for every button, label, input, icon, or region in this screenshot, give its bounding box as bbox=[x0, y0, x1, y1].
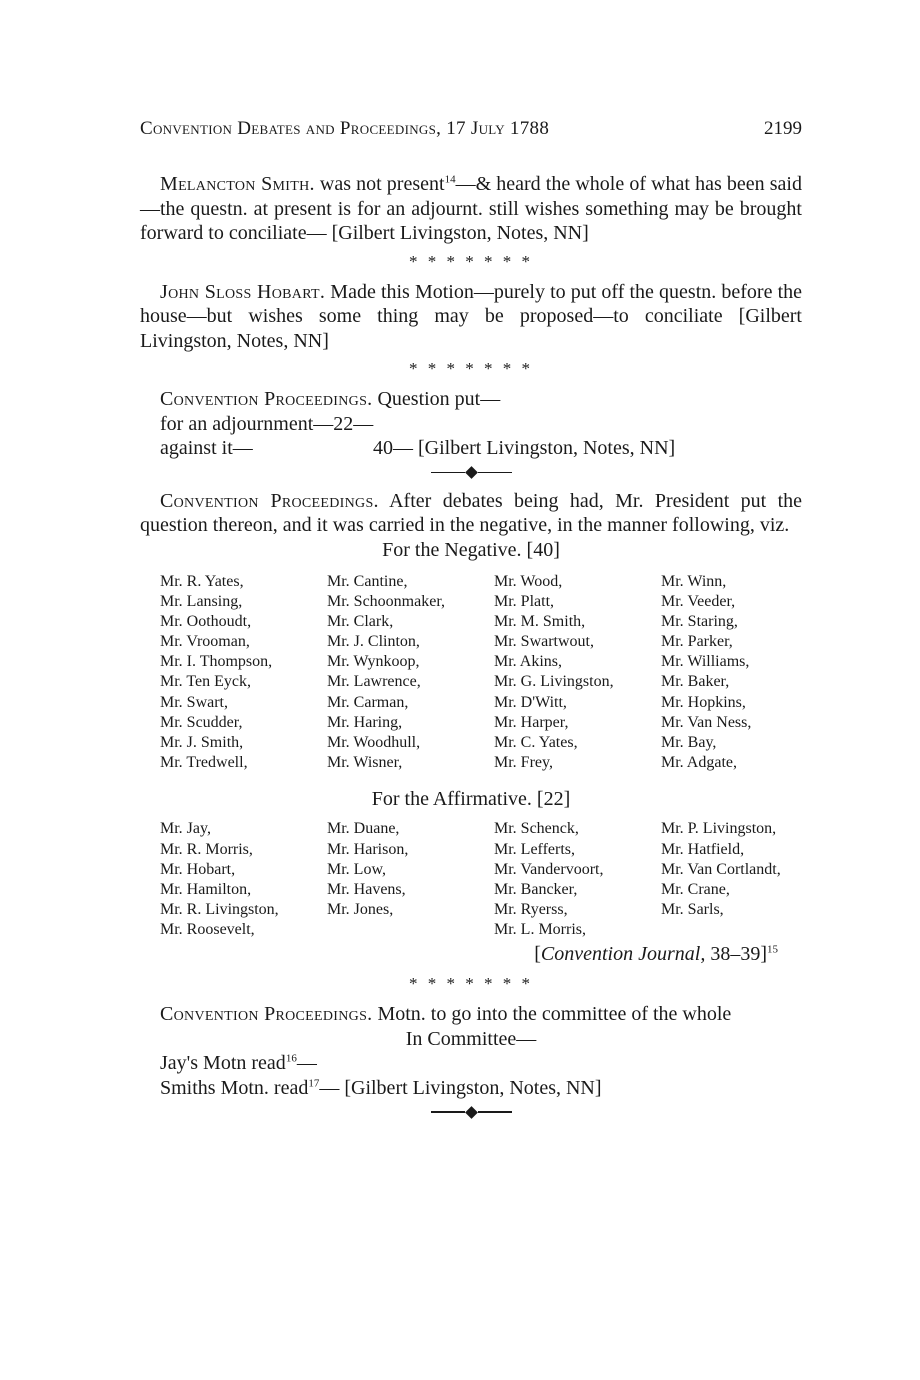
member-name: Mr. Jones, bbox=[327, 900, 394, 918]
adjournment-against-line bbox=[160, 436, 802, 461]
member-name: Mr. Parker, bbox=[661, 633, 733, 651]
member-name: Mr. G. Livingston, bbox=[494, 673, 614, 691]
member-name: Mr. Akins, bbox=[494, 653, 563, 671]
section-separator: * * * * * * * bbox=[409, 974, 533, 993]
member-name: Mr. R. Morris, bbox=[160, 840, 253, 858]
motion-line-text: Jay's Motn read bbox=[160, 1052, 286, 1074]
divider-bar bbox=[478, 1111, 512, 1113]
divider-diamond-icon bbox=[465, 1106, 478, 1119]
member-name: Mr. Hopkins, bbox=[661, 693, 746, 711]
journal-title: Convention Journal, bbox=[540, 943, 706, 965]
member-name: Mr. Wood, bbox=[494, 573, 563, 590]
proceedings-label: Convention Proceedings. bbox=[160, 1003, 373, 1025]
hobart-remarks bbox=[140, 280, 802, 354]
member-name: Mr. Hobart, bbox=[160, 860, 236, 878]
member-name: Mr. Duane, bbox=[327, 820, 400, 838]
section-separator: * * * * * * * bbox=[409, 251, 533, 271]
citation-bracket: [ bbox=[534, 943, 541, 965]
member-name: Mr. P. Livingston, bbox=[661, 820, 777, 838]
footnote-ref: 15 bbox=[767, 943, 778, 956]
negative-heading: For the Negative. [40] bbox=[382, 538, 560, 561]
member-name: Mr. Harison, bbox=[327, 840, 409, 858]
member-name: Mr. Swart, bbox=[160, 693, 228, 711]
member-name: Mr. Ryerss, bbox=[494, 900, 568, 918]
smith-motion-line bbox=[160, 1076, 802, 1101]
member-name: Mr. Sarls, bbox=[661, 900, 724, 918]
divider-bar bbox=[478, 472, 512, 474]
member-name: Mr. Van Ness, bbox=[661, 713, 752, 731]
question-line bbox=[160, 387, 802, 412]
member-name: Mr. Platt, bbox=[494, 593, 555, 611]
divider-bar bbox=[431, 1111, 465, 1113]
member-name: Mr. Swartwout, bbox=[494, 633, 594, 651]
speaker-name: Melancton Smith. bbox=[160, 173, 315, 195]
member-name: Mr. Vrooman, bbox=[160, 633, 250, 651]
question-put-block bbox=[140, 387, 802, 461]
member-name: Mr. Tredwell, bbox=[160, 753, 248, 771]
member-name: Mr. Hamilton, bbox=[160, 880, 252, 898]
section-divider bbox=[140, 461, 802, 485]
divider-diamond-icon bbox=[465, 466, 478, 479]
remark-text: was not present bbox=[314, 173, 445, 195]
member-name: Mr. Carman, bbox=[327, 693, 409, 711]
member-name: Mr. Harper, bbox=[494, 713, 569, 731]
section-separator: * * * * * * * bbox=[409, 359, 533, 378]
member-name: Mr. Jay, bbox=[160, 820, 211, 838]
member-name: Mr. Lawrence, bbox=[327, 673, 421, 691]
member-name: Mr. Hatfield, bbox=[661, 840, 745, 858]
member-name: Mr. Oothoudt, bbox=[160, 613, 252, 631]
negative-roster bbox=[160, 572, 802, 773]
member-name bbox=[327, 920, 494, 940]
adjournment-for-line: for an adjournment—22— bbox=[160, 412, 374, 435]
smith-remarks bbox=[140, 172, 802, 246]
member-name: Mr. Roosevelt, bbox=[160, 920, 255, 938]
member-name: Mr. Veeder, bbox=[661, 593, 736, 611]
member-name: Mr. Schenck, bbox=[494, 820, 579, 838]
page-number: 2199 bbox=[764, 118, 802, 139]
running-head-title: Convention Debates and Proceedings, 17 July 1788 bbox=[140, 118, 550, 139]
member-name: Mr. Woodhull, bbox=[327, 733, 421, 751]
member-name: Mr. I. Thompson, bbox=[160, 653, 273, 671]
member-name: Mr. J. Clinton, bbox=[327, 633, 420, 651]
member-name: Mr. Clark, bbox=[327, 613, 394, 631]
member-name: Mr. R. Livingston, bbox=[160, 900, 279, 918]
member-name: Mr. Haring, bbox=[327, 713, 403, 731]
affirmative-roster bbox=[160, 819, 802, 940]
footnote-ref: 17 bbox=[308, 1076, 320, 1089]
member-name: Mr. Wisner, bbox=[327, 753, 403, 771]
member-name bbox=[661, 920, 811, 940]
footnote-ref: 14 bbox=[444, 173, 456, 186]
committee-motion bbox=[140, 1002, 802, 1027]
member-name: Mr. Low, bbox=[327, 860, 386, 878]
motion-text: Motn. to go into the committee of the whole bbox=[372, 1003, 732, 1025]
member-name: Mr. J. Smith, bbox=[160, 733, 244, 751]
vote-intro bbox=[140, 489, 802, 538]
member-name: Mr. D'Witt, bbox=[494, 693, 567, 711]
member-name: Mr. Wynkoop, bbox=[327, 653, 420, 671]
member-name: Mr. Staring, bbox=[661, 613, 738, 631]
journal-citation bbox=[140, 942, 778, 966]
member-name: Mr. Williams, bbox=[661, 653, 750, 671]
member-name: Mr. Crane, bbox=[661, 880, 730, 898]
against-count: 40— [Gilbert Livingston, Notes, NN] bbox=[373, 437, 676, 459]
member-name: Mr. Lefferts, bbox=[494, 840, 576, 858]
member-name: Mr. Frey, bbox=[494, 753, 553, 771]
motion-line-text: Smiths Motn. read bbox=[160, 1076, 309, 1099]
member-name: Mr. Vandervoort, bbox=[494, 860, 604, 878]
speaker-name: John Sloss Hobart. bbox=[160, 280, 326, 303]
in-committee-heading: In Committee— bbox=[405, 1027, 537, 1050]
question-text: Question put— bbox=[372, 388, 501, 410]
member-name: Mr. L. Morris, bbox=[494, 920, 586, 938]
member-name: Mr. Adgate, bbox=[661, 753, 737, 771]
document-page bbox=[140, 118, 802, 1124]
section-divider bbox=[140, 1100, 802, 1124]
member-name: Mr. Ten Eyck, bbox=[160, 673, 252, 691]
remark-text: Made this Motion—purely to put off the questn. before the house—but wishes some thing may be proposed—to conciliate [Gilbert Livingston, Notes, NN] bbox=[140, 280, 802, 352]
proceedings-label: Convention Proceedings. bbox=[160, 489, 379, 512]
vote-intro-text: After debates being had, Mr. President put the question thereon, and it was carried in the negative, in the manner following, viz. bbox=[140, 489, 802, 536]
member-name: Mr. Baker, bbox=[661, 673, 730, 691]
member-name: Mr. Lansing, bbox=[160, 593, 243, 611]
affirmative-heading: For the Affirmative. [22] bbox=[371, 787, 571, 810]
journal-pages: 38–39] bbox=[705, 943, 767, 965]
motion-line-text: — [Gilbert Livingston, Notes, NN] bbox=[319, 1076, 602, 1099]
member-name: Mr. C. Yates, bbox=[494, 733, 578, 751]
member-name: Mr. Bancker, bbox=[494, 880, 578, 898]
member-name: Mr. Winn, bbox=[661, 573, 727, 590]
footnote-ref: 16 bbox=[285, 1052, 297, 1065]
member-name: Mr. Van Cortlandt, bbox=[661, 860, 781, 878]
proceedings-label: Convention Proceedings. bbox=[160, 388, 373, 410]
member-name: Mr. Havens, bbox=[327, 880, 406, 898]
remark-text: —& heard the whole of what has been said—the questn. at present is for an adjournt. still wishes something may be brought forward to conciliate— [Gilbert Livingston, Notes, NN] bbox=[140, 173, 802, 244]
member-name: Mr. Scudder, bbox=[160, 713, 243, 731]
running-head bbox=[140, 118, 802, 148]
member-name: Mr. M. Smith, bbox=[494, 613, 586, 631]
member-name: Mr. Cantine, bbox=[327, 573, 408, 590]
motion-line-text: — bbox=[296, 1052, 317, 1074]
member-name: Mr. Bay, bbox=[661, 733, 717, 751]
member-name: Mr. Schoonmaker, bbox=[327, 593, 446, 611]
jay-motion-line bbox=[160, 1051, 802, 1076]
member-name: Mr. R. Yates, bbox=[160, 573, 244, 590]
against-label: against it— bbox=[160, 437, 253, 459]
divider-bar bbox=[431, 472, 465, 474]
